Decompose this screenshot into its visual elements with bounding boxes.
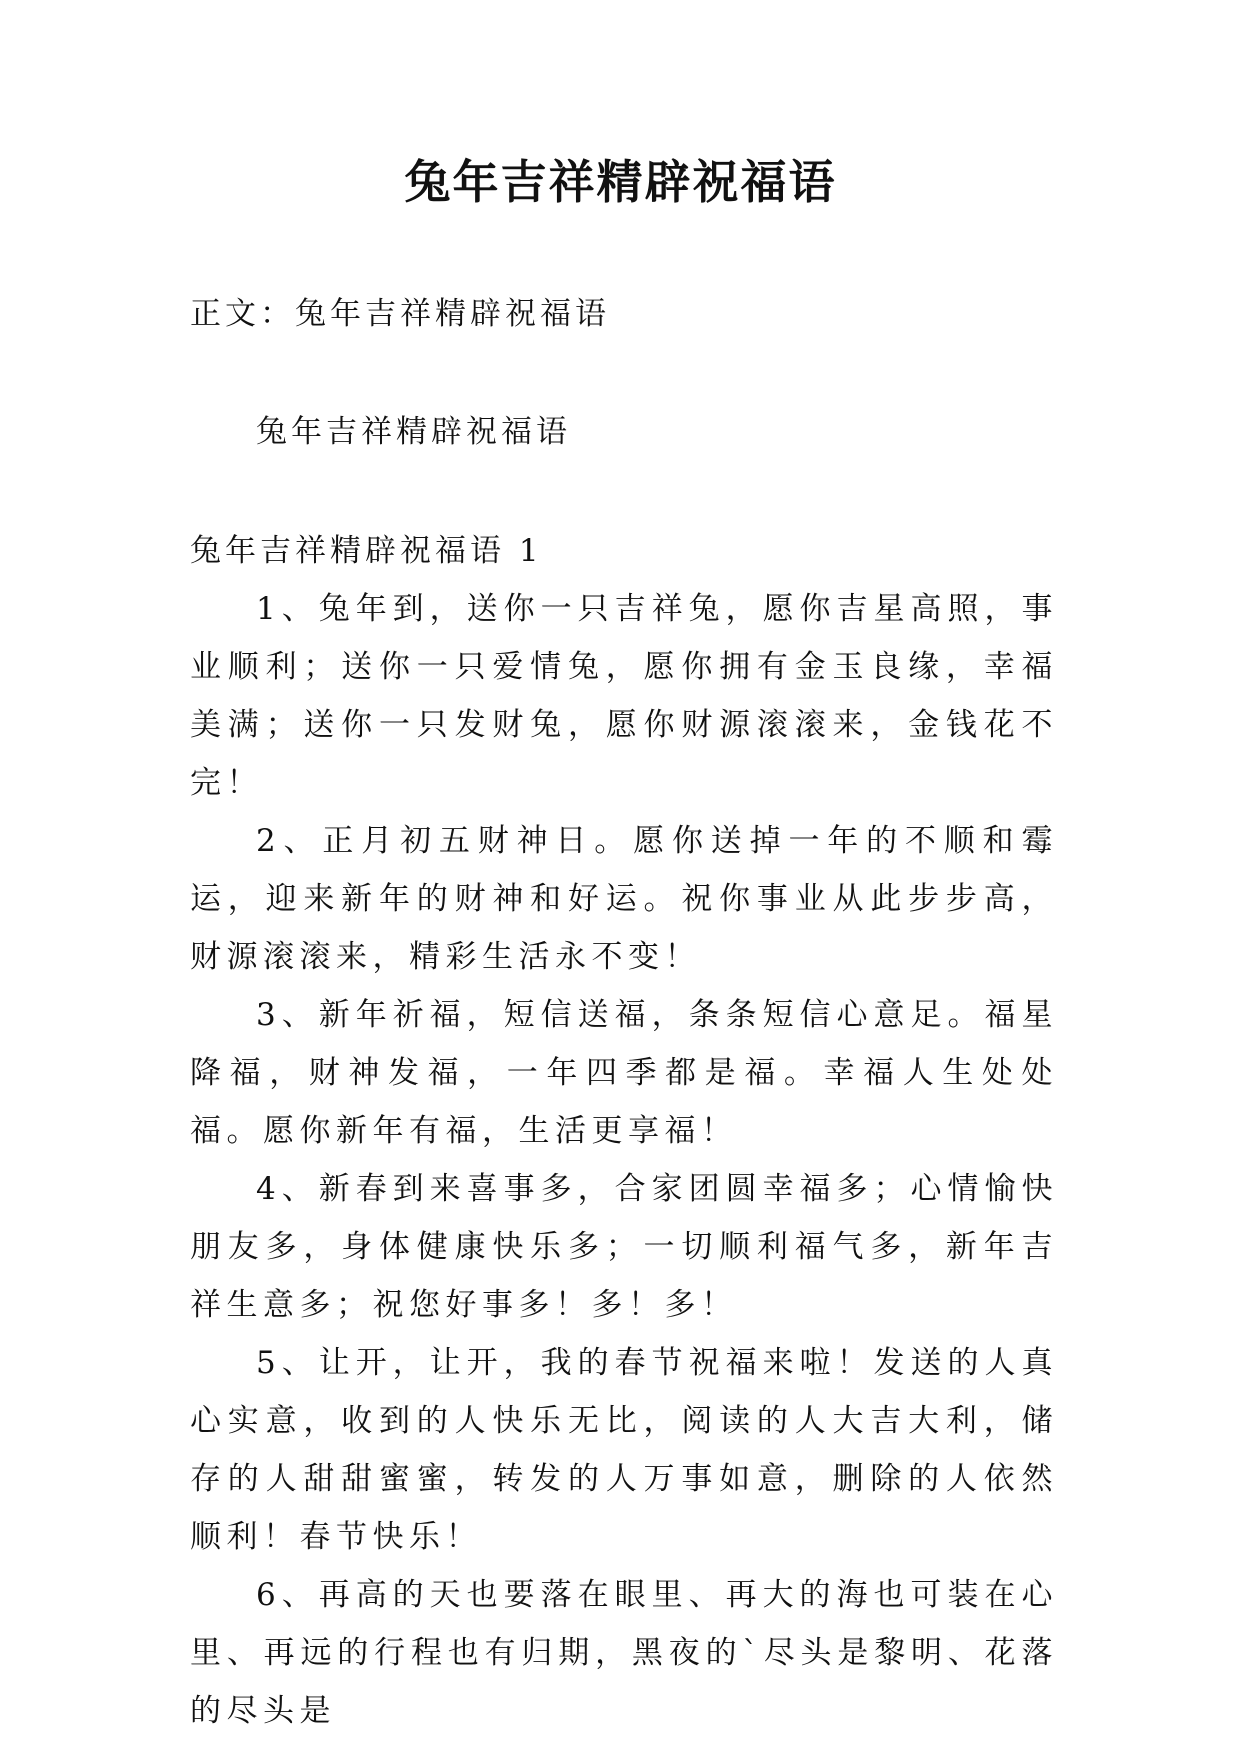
article-subtitle: 兔年吉祥精辟祝福语 <box>256 414 571 450</box>
section-heading: 兔年吉祥精辟祝福语 1 <box>190 533 543 569</box>
document-title: 兔年吉祥精辟祝福语 <box>404 155 837 209</box>
body-label-line: 正文：兔年吉祥精辟祝福语 <box>190 296 610 332</box>
paragraph-2: 2、正月初五财神日。愿你送掉一年的不顺和霉运，迎来新年的财神和好运。祝你事业从此步步高，财源滚滚来，精彩生活永不变！ <box>190 823 1058 975</box>
article-body <box>190 580 1058 1740</box>
paragraph-5: 5、让开，让开，我的春节祝福来啦！发送的人真心实意，收到的人快乐无比，阅读的人大吉大利，储存的人甜甜蜜蜜，转发的人万事如意，删除的人依然顺利！春节快乐！ <box>190 1345 1058 1555</box>
paragraph-6: 6、再高的天也要落在眼里、再大的海也可装在心里、再远的行程也有归期，黑夜的`尽头是黎明、花落的尽头是 <box>190 1577 1058 1729</box>
paragraph-1: 1、兔年到，送你一只吉祥兔，愿你吉星高照，事业顺利；送你一只爱情兔，愿你拥有金玉良缘，幸福美满；送你一只发财兔，愿你财源滚滚来，金钱花不完！ <box>190 591 1058 801</box>
paragraph-4: 4、新春到来喜事多，合家团圆幸福多；心情愉快朋友多，身体健康快乐多；一切顺利福气多，新年吉祥生意多；祝您好事多！多！多！ <box>190 1171 1058 1323</box>
paragraph-3: 3、新年祈福，短信送福，条条短信心意足。福星降福，财神发福，一年四季都是福。幸福人生处处福。愿你新年有福，生活更享福！ <box>190 997 1058 1149</box>
